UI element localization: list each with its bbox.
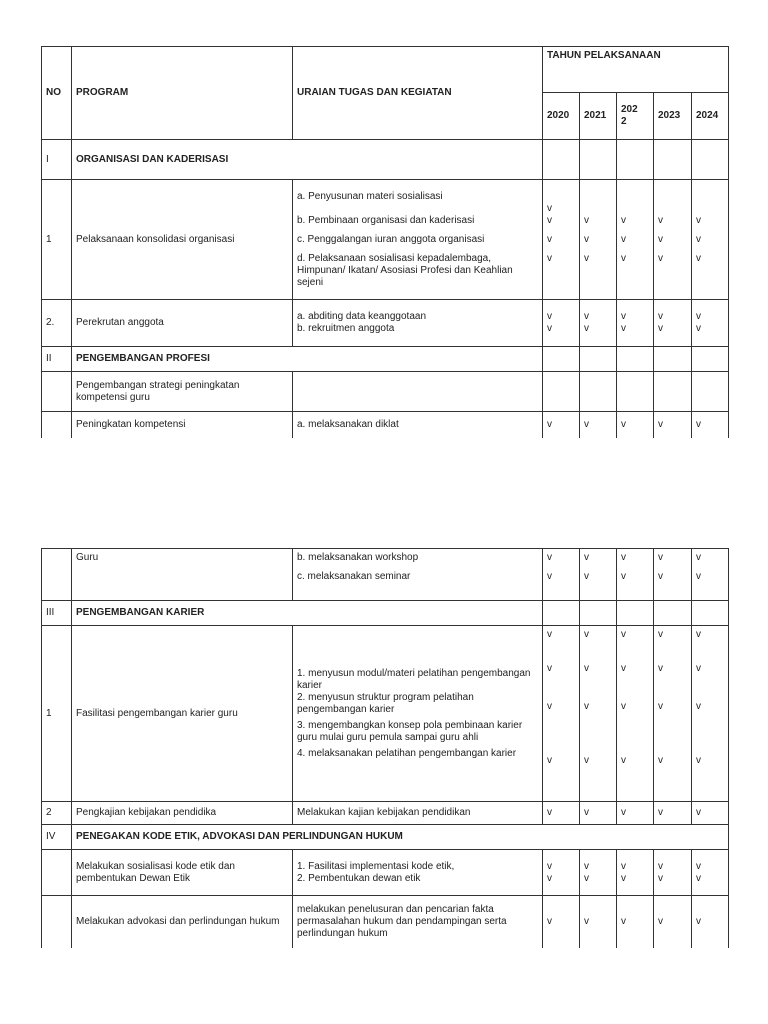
header-uraian: URAIAN TUGAS DAN KEGIATAN xyxy=(293,47,543,140)
row-program: Pengembangan strategi peningkatan kompetensi guru xyxy=(72,372,293,412)
check-2020: v xyxy=(543,896,580,948)
header-row xyxy=(42,47,729,93)
program-table-part-1 xyxy=(41,46,729,438)
row-task: Melakukan kajian kebijakan pendidikan xyxy=(293,802,543,825)
table-row xyxy=(42,850,729,896)
check-2021: v xyxy=(580,896,617,948)
year-2020: 2020 xyxy=(543,93,580,140)
row-program: Guru xyxy=(72,549,293,601)
row-program: Perekrutan anggota xyxy=(72,300,293,347)
table-page-1 xyxy=(0,46,768,438)
section-row-3 xyxy=(42,601,729,626)
check-2023: v v xyxy=(654,850,692,896)
check-2021: v v xyxy=(580,850,617,896)
check-2023: v v xyxy=(654,549,692,601)
check-2022: v v v xyxy=(617,180,654,300)
check-2020: v v xyxy=(543,850,580,896)
check-2020: v v xyxy=(543,549,580,601)
row-program: Peningkatan kompetensi xyxy=(72,412,293,438)
check-2022: v v xyxy=(617,300,654,347)
section-title: PENGEMBANGAN KARIER xyxy=(72,601,543,626)
header-tahun: TAHUN PELAKSANAAN xyxy=(543,47,729,93)
check-2024: v v xyxy=(692,300,729,347)
check-2022: v v v v xyxy=(617,626,654,802)
year-2022: 202 2 xyxy=(617,93,654,140)
row-task: melakukan penelusuran dan pencarian fakta permasalahan hukum dan pendampingan serta perlindungan hukum xyxy=(293,896,543,948)
check-2023: v xyxy=(654,412,692,438)
check-2024: v xyxy=(692,412,729,438)
row-tasks: a. Penyusunan materi sosialisasi b. Pembinaan organisasi dan kaderisasi c. Penggalangan iuran anggota organisasi d. Pelaksanaan sosialisasi kepadalembaga, Himpunan/ Ikatan/ Asosiasi Profesi dan Keahlian sejeni xyxy=(293,180,543,300)
section-row-1 xyxy=(42,140,729,180)
row-program: Pengkajian kebijakan pendidika xyxy=(72,802,293,825)
section-row-4 xyxy=(42,825,729,850)
table-row xyxy=(42,896,729,948)
check-2021: v v xyxy=(580,549,617,601)
program-table-part-2 xyxy=(41,548,729,948)
year-2024: 2024 xyxy=(692,93,729,140)
header-program: PROGRAM xyxy=(72,47,293,140)
row-tasks: 1. Fasilitasi implementasi kode etik, 2. Pembentukan dewan etik xyxy=(293,850,543,896)
row-program: Pelaksanaan konsolidasi organisasi xyxy=(72,180,293,300)
check-2022: v xyxy=(617,896,654,948)
check-2023: v v xyxy=(654,300,692,347)
table-page-2 xyxy=(0,548,768,948)
check-2024: v v xyxy=(692,850,729,896)
check-2024: v xyxy=(692,896,729,948)
row-program: Fasilitasi pengembangan karier guru xyxy=(72,626,293,802)
check-2024: v v v v xyxy=(692,626,729,802)
section-row-2 xyxy=(42,347,729,372)
check-2020: v v v v xyxy=(543,180,580,300)
row-program: Melakukan sosialisasi kode etik dan pembentukan Dewan Etik xyxy=(72,850,293,896)
check-2022: v v xyxy=(617,850,654,896)
check-2022: v v xyxy=(617,549,654,601)
row-no: 1 xyxy=(42,180,72,300)
check-2023: v xyxy=(654,802,692,825)
check-2023: v xyxy=(654,896,692,948)
row-tasks: 1. menyusun modul/materi pelatihan pengembangan karier 2. menyusun struktur program pelatihan pengembangan karier 3. mengembangkan konsep pola pembinaan karier guru mulai guru pemula sampai guru ahli 4. melaksanakan pelatihan pengembangan karier xyxy=(293,626,543,802)
check-2022: v xyxy=(617,802,654,825)
table-row xyxy=(42,180,729,300)
table-row xyxy=(42,626,729,802)
section-title: PENGEMBANGAN PROFESI xyxy=(72,347,543,372)
table-row xyxy=(42,802,729,825)
check-2021: v xyxy=(580,802,617,825)
section-no: II xyxy=(42,347,72,372)
check-2023: v v v xyxy=(654,180,692,300)
table-row xyxy=(42,300,729,347)
row-tasks: b. melaksanakan workshop c. melaksanakan seminar xyxy=(293,549,543,601)
row-program: Melakukan advokasi dan perlindungan hukum xyxy=(72,896,293,948)
check-2020: v xyxy=(543,412,580,438)
table-row xyxy=(42,412,729,438)
row-tasks: a. abditing data keanggotaan b. rekruitmen anggota xyxy=(293,300,543,347)
check-2020: v v xyxy=(543,300,580,347)
row-no: 2. xyxy=(42,300,72,347)
check-2021: v v v v xyxy=(580,626,617,802)
section-no: III xyxy=(42,601,72,626)
header-no: NO xyxy=(42,47,72,140)
table-row xyxy=(42,372,729,412)
table-row xyxy=(42,549,729,601)
check-2024: v v xyxy=(692,549,729,601)
row-no: 2 xyxy=(42,802,72,825)
row-task: a. melaksanakan diklat xyxy=(293,412,543,438)
check-2020: v xyxy=(543,802,580,825)
row-no: 1 xyxy=(42,626,72,802)
check-2023: v v v v xyxy=(654,626,692,802)
check-2021: v v v xyxy=(580,180,617,300)
section-no: I xyxy=(42,140,72,180)
year-2023: 2023 xyxy=(654,93,692,140)
check-2024: v v v xyxy=(692,180,729,300)
section-title: PENEGAKAN KODE ETIK, ADVOKASI DAN PERLINDUNGAN HUKUM xyxy=(72,825,729,850)
check-2024: v xyxy=(692,802,729,825)
check-2021: v v xyxy=(580,300,617,347)
section-no: IV xyxy=(42,825,72,850)
check-2020: v v v v xyxy=(543,626,580,802)
check-2022: v xyxy=(617,412,654,438)
year-2021: 2021 xyxy=(580,93,617,140)
section-title: ORGANISASI DAN KADERISASI xyxy=(72,140,543,180)
check-2021: v xyxy=(580,412,617,438)
